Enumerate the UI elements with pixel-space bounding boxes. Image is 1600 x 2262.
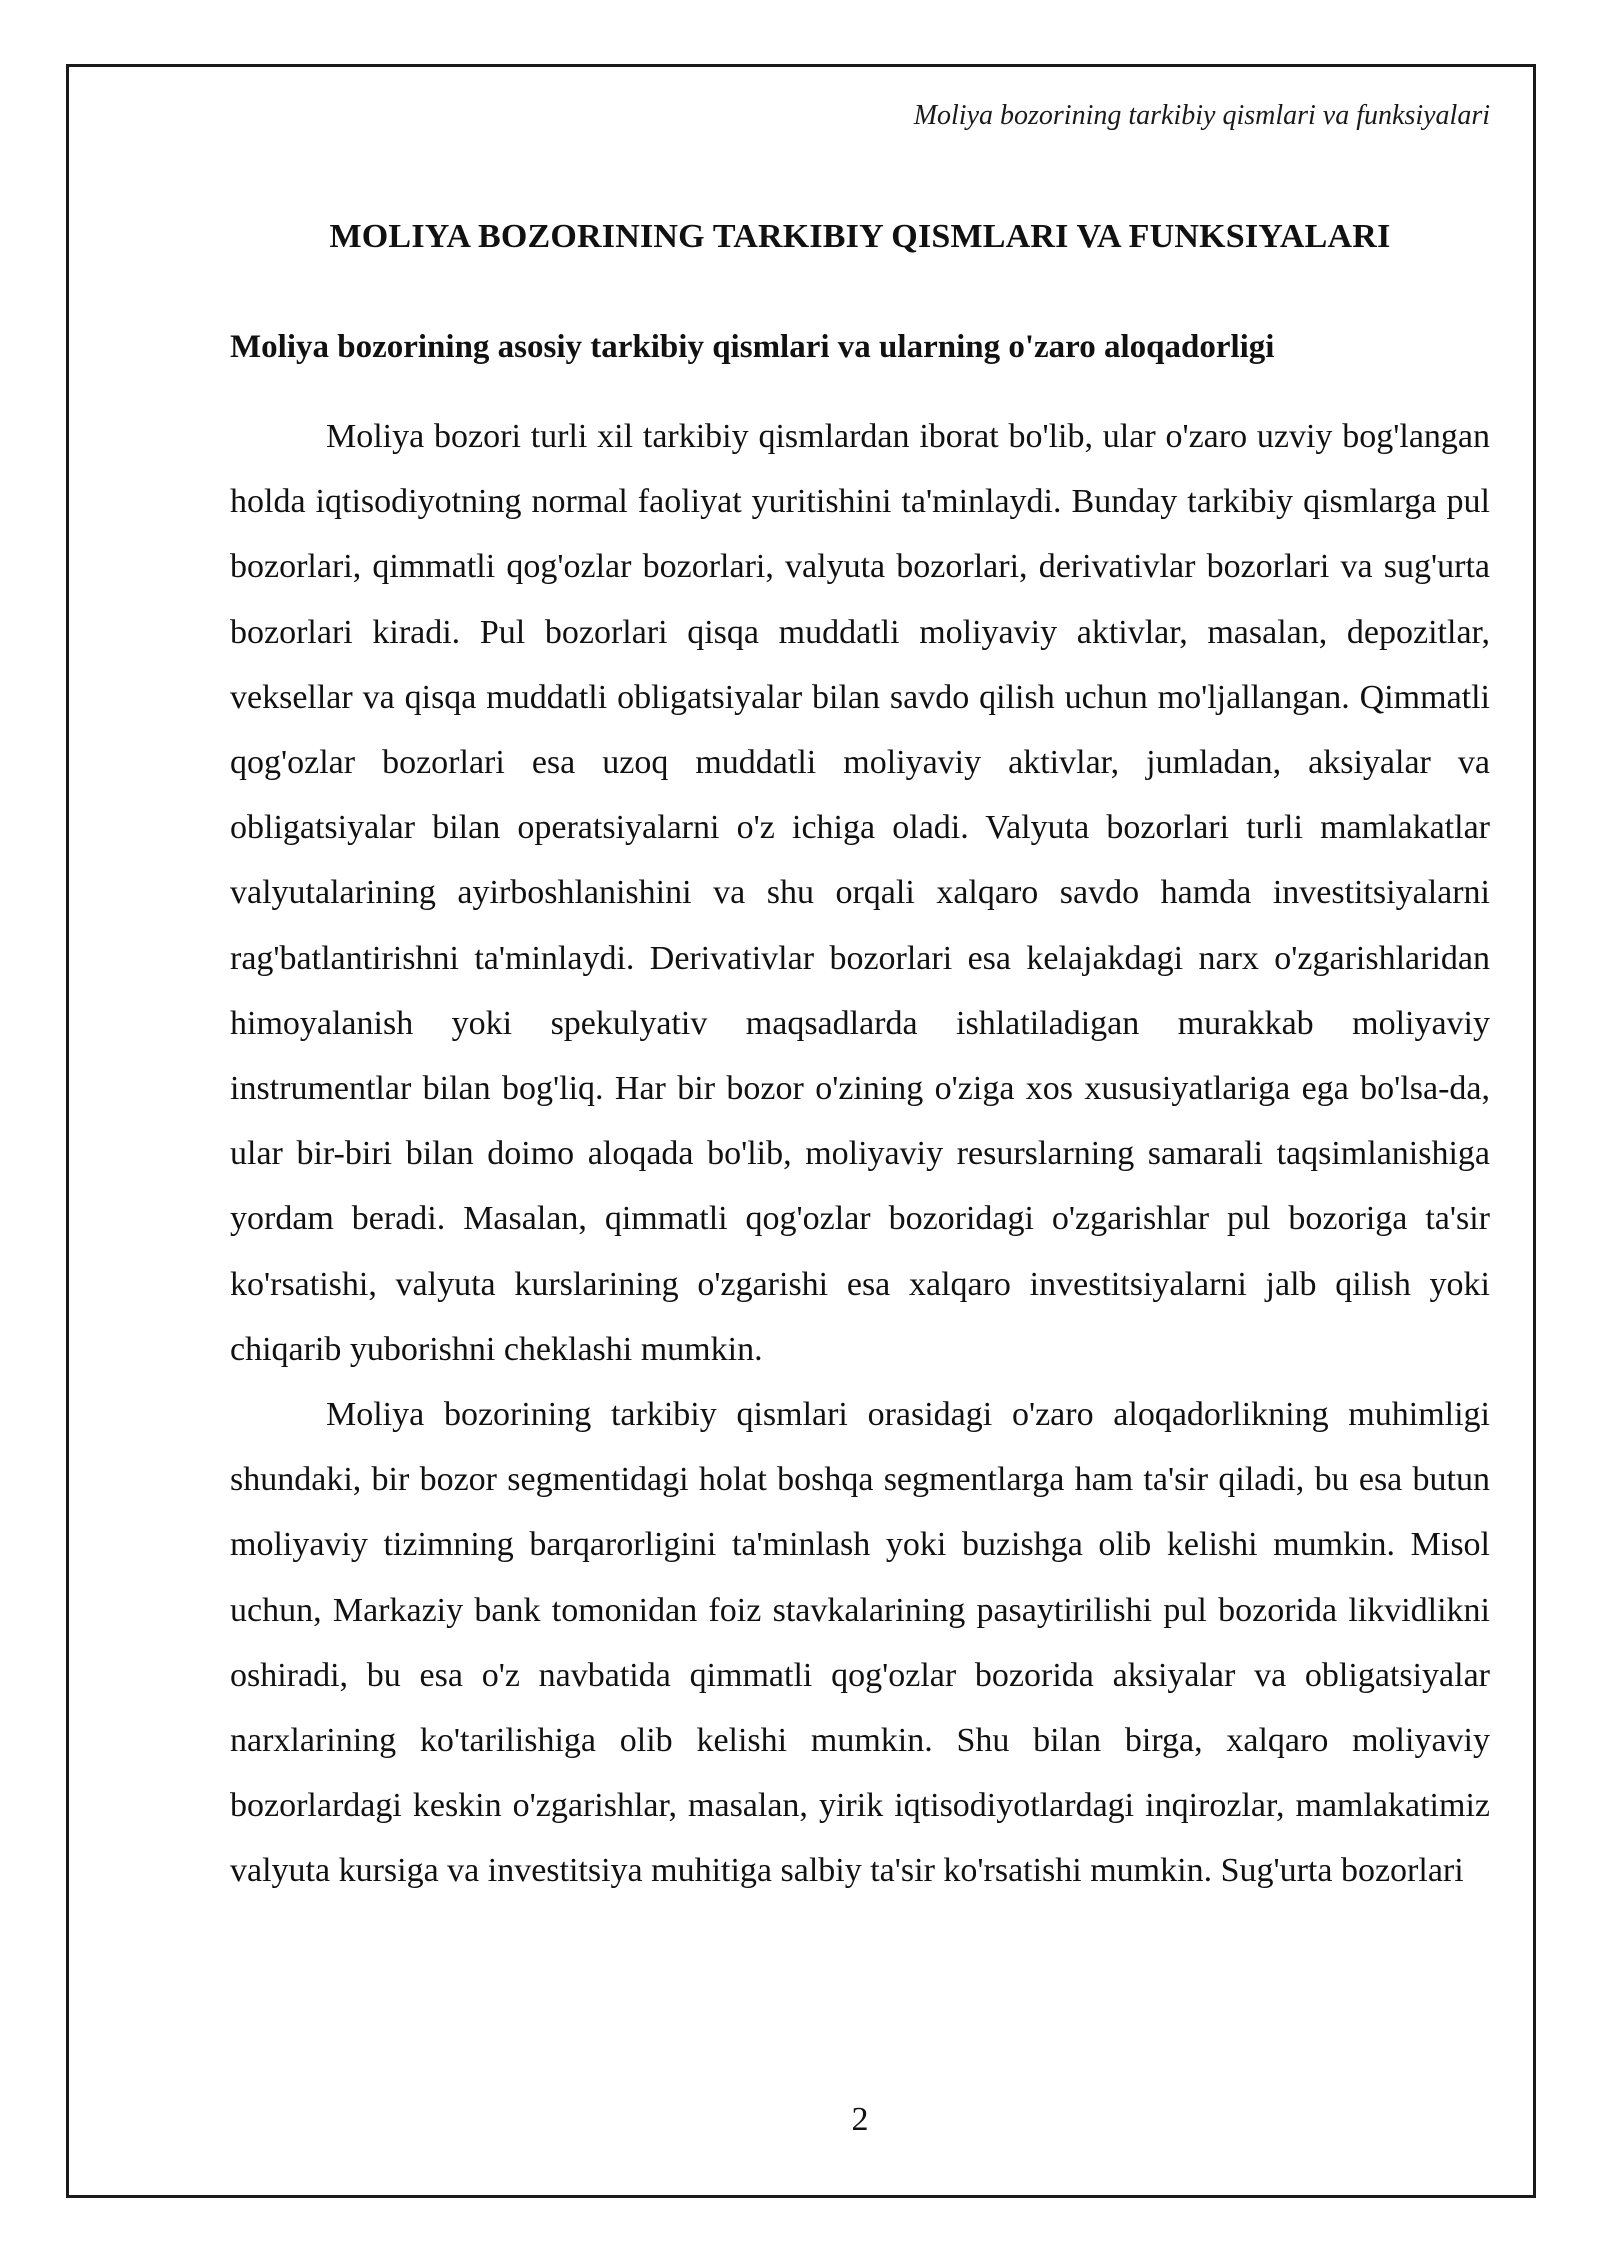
paragraph-1: Moliya bozori turli xil tarkibiy qismlardan iborat bo'lib, ular o'zaro uzviy bog'langan holda iqtisodiyotning normal faoliyat yuritishini ta'minlaydi. Bunday tarkibiy qismlarga pul bozorlari, qimmatli qog'ozlar bozorlari, valyuta bozorlari, derivativlar bozorlari va sug'urta bozorlari kiradi. Pul bozorlari qisqa muddatli moliyaviy aktivlar, masalan, depozitlar, veksellar va qisqa muddatli obligatsiyalar bilan savdo qilish uchun mo'ljallangan. Qimmatli qog'ozlar bozorlari esa uzoq muddatli moliyaviy aktivlar, jumladan, aksiyalar va obligatsiyalar bilan operatsiyalarni o'z ichiga oladi. Valyuta bozorlari turli mamlakatlar valyutalarining ayirboshlanishini va shu orqali xalqaro savdo hamda investitsiyalarni rag'batlantirishni ta'minlaydi. Derivativlar bozorlari esa kelajakdagi narx o'zgarishlaridan himoyalanish yoki spekulyativ maqsadlarda ishlatiladigan murakkab moliyaviy instrumentlar bilan bog'liq. Har bir bozor o'zining o'ziga xos xususiyatlariga ega bo'lsa-da, ular bir-biri bilan doimo aloqada bo'lib, moliyaviy resurslarning samarali taqsimlanishiga yordam beradi. Masalan, qimmatli qog'ozlar bozoridagi o'zgarishlar pul bozoriga ta'sir ko'rsatishi, valyuta kurslarining o'zgarishi esa xalqaro investitsiyalarni jalb qilish yoki chiqarib yuborishni cheklashi mumkin. [230,418,1490,1368]
paragraph-2: Moliya bozorining tarkibiy qismlari orasidagi o'zaro aloqadorlikning muhimligi shundaki, bir bozor segmentidagi holat boshqa segmentlarga ham ta'sir qiladi, bu esa butun moliyaviy tizimning barqarorligini ta'minlash yoki buzishga olib kelishi mumkin. Misol uchun, Markaziy bank tomonidan foiz stavkalarining pasaytirilishi pul bozorida likvidlikni oshiradi, bu esa o'z navbatida qimmatli qog'ozlar bozorida aksiyalar va obligatsiyalar narxlarining ko'tarilishiga olib kelishi mumkin. Shu bilan birga, xalqaro moliyaviy bozorlardagi keskin o'zgarishlar, masalan, yirik iqtisodiyotlardagi inqirozlar, mamlakatimiz valyuta kursiga va investitsiya muhitiga salbiy ta'sir ko'rsatishi mumkin. Sug'urta bozorlari [230,1396,1490,1890]
page-number: 2 [851,2101,869,2138]
running-header: Moliya bozorining tarkibiy qismlari va funksiyalari [913,100,1490,131]
document-title: MOLIYA BOZORINING TARKIBIY QISMLARI VA FUNKSIYALARI [329,218,1391,255]
section-heading: Moliya bozorining asosiy tarkibiy qismlari va ularning o'zaro aloqadorligi [230,329,1275,365]
body-text [230,404,1490,1904]
